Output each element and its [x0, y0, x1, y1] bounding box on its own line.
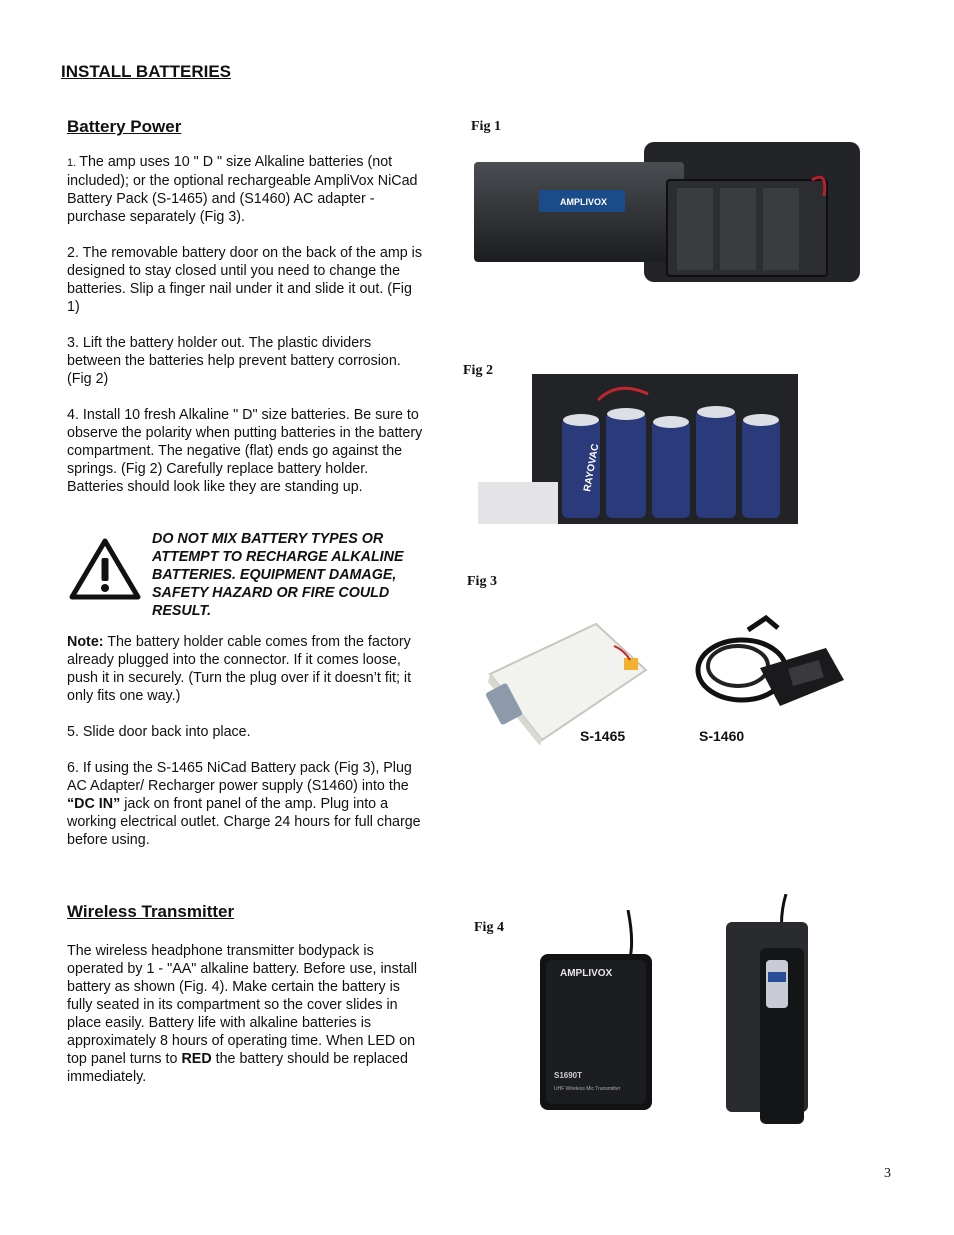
step-2: 2. The removable battery door on the back of the amp is designed to stay closed until you need to change the batteries. Slip a finger nail under it and slide it out. (Fig 1)	[67, 245, 422, 315]
fig2-label: Fig 2	[463, 363, 493, 378]
step-1: 1. The amp uses 10 " D " size Alkaline batteries (not included); or the optional rechargeable AmpliVox NiCad Battery Pack (S-1465) and (S1460) AC adapter -purchase separately (Fig 3).	[67, 154, 418, 225]
fig4-label: Fig 4	[474, 920, 504, 935]
fig3-ac-adapter-image	[694, 614, 846, 716]
fig4-transmitter-open-image	[722, 894, 816, 1126]
page-number: 3	[884, 1166, 891, 1181]
battery-power-heading: Battery Power	[67, 117, 182, 136]
step-5: 5. Slide door back into place.	[67, 724, 251, 740]
note-block	[67, 633, 427, 849]
step-3: 3. Lift the battery holder out. The plastic dividers between the batteries help prevent battery corrosion. (Fig 2)	[67, 335, 401, 387]
fig4-transmitter-front-image	[534, 910, 658, 1124]
fig3-label: Fig 3	[467, 574, 497, 589]
s1465-caption: S-1465	[580, 728, 626, 744]
s1460-caption: S-1460	[699, 728, 745, 744]
transmitter-model-text: S1690T	[554, 1071, 583, 1080]
fig1-amplifier-image	[472, 140, 864, 284]
note: Note: The battery holder cable comes from the factory already plugged into the connector. If it comes loose, push it in securely. (Turn the plug over if it doesn’t fit; it only fits one way.)	[67, 634, 412, 704]
battery-steps-block	[67, 153, 427, 496]
page-title: INSTALL BATTERIES	[61, 62, 231, 81]
warning-triangle-icon	[69, 538, 141, 600]
transmitter-logo-text: AMPLIVOX	[560, 968, 613, 979]
wireless-transmitter-heading: Wireless Transmitter	[67, 902, 235, 921]
fig2-battery-holder-image	[478, 372, 802, 528]
warning-text: DO NOT MIX BATTERY TYPES OR ATTEMPT TO RECHARGE ALKALINE BATTERIES. EQUIPMENT DAMAGE, SAFETY HAZARD OR FIRE COULD RESULT.	[152, 531, 404, 619]
step-6: 6. If using the S-1465 NiCad Battery pack (Fig 3), Plug AC Adapter/ Recharger power supply (S1460) into the “DC IN” jack on front panel of the amp. Plug into a working electrical outlet. Charge 24 hours for full charge before using.	[67, 760, 421, 848]
fig1-label: Fig 1	[471, 119, 501, 134]
transmitter-sub-text: UHF Wireless Mic Transmitter	[554, 1086, 621, 1092]
wireless-text: The wireless headphone transmitter bodypack is operated by 1 - "AA" alkaline battery. Before use, install battery as shown (Fig. 4). Make certain the battery is fully seated in its compartment so the cover slides in place easily. Battery life with alkaline batteries is approximately 8 hours of operating time. When LED on top panel turns to RED the battery should be replaced immediately.	[67, 943, 418, 1085]
battery-brand-text: RAYOVAC	[582, 442, 602, 493]
step-4: 4. Install 10 fresh Alkaline " D" size batteries. Be sure to observe the polarity when putting batteries in the battery compartment. The negative (flat) ends go against the springs. (Fig 2) Carefully replace battery holder. Batteries should look like they are standing up.	[67, 407, 423, 495]
amp-logo-text: AMPLIVOX	[560, 197, 608, 207]
